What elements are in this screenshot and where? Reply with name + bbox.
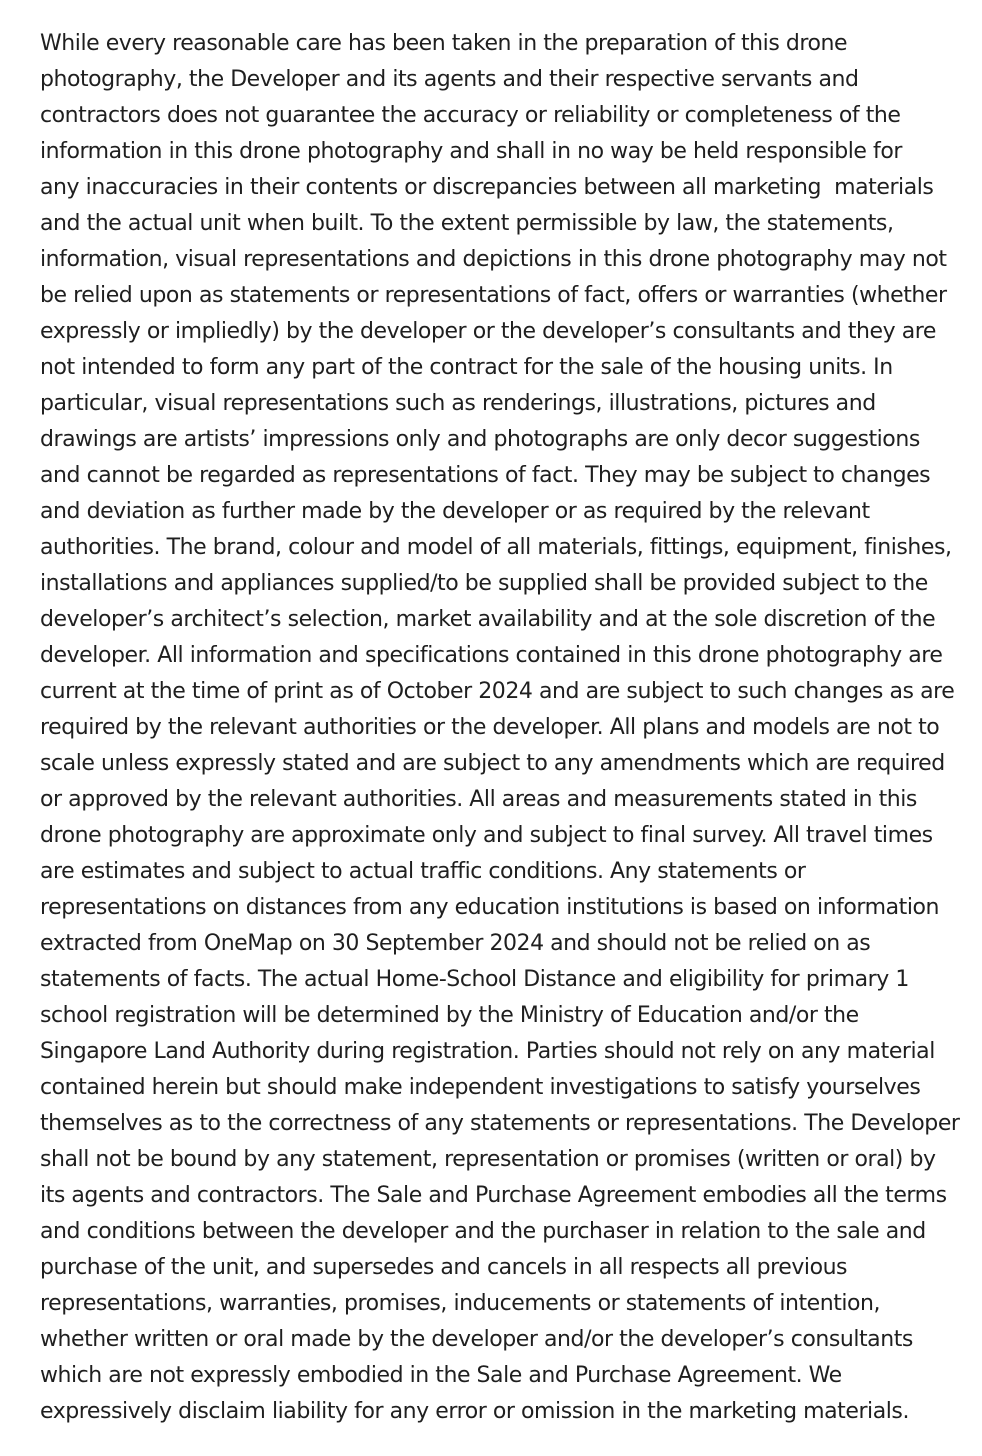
- disclaimer-line: Singapore Land Authority during registration. Parties should not rely on any material: [40, 1039, 935, 1064]
- disclaimer-line: shall not be bound by any statement, representation or promises (written or oral) by: [40, 1147, 936, 1172]
- disclaimer-line: its agents and contractors. The Sale and Purchase Agreement embodies all the terms: [40, 1183, 947, 1208]
- disclaimer-line: and the actual unit when built. To the extent permissible by law, the statements,: [40, 211, 894, 236]
- disclaimer-line: photography, the Developer and its agents and their respective servants and: [40, 67, 859, 92]
- disclaimer-line: current at the time of print as of October 2024 and are subject to such changes as are: [40, 679, 955, 704]
- disclaimer-line: expressively disclaim liability for any error or omission in the marketing materials.: [40, 1399, 909, 1424]
- disclaimer-line: which are not expressly embodied in the Sale and Purchase Agreement. We: [40, 1363, 842, 1388]
- disclaimer-line: school registration will be determined by the Ministry of Education and/or the: [40, 1003, 859, 1028]
- disclaimer-line: representations, warranties, promises, inducements or statements of intention,: [40, 1291, 881, 1316]
- disclaimer-line: themselves as to the correctness of any statements or representations. The Developer: [40, 1111, 960, 1136]
- disclaimer-line: authorities. The brand, colour and model of all materials, fittings, equipment, finishes,: [40, 535, 952, 560]
- disclaimer-line: or approved by the relevant authorities. All areas and measurements stated in this: [40, 787, 917, 812]
- disclaimer-line: required by the relevant authorities or the developer. All plans and models are not to: [40, 715, 940, 740]
- disclaimer-line: scale unless expressly stated and are subject to any amendments which are required: [40, 751, 945, 776]
- disclaimer-line: developer. All information and specifications contained in this drone photography are: [40, 643, 943, 668]
- disclaimer-line: statements of facts. The actual Home-School Distance and eligibility for primary 1: [40, 967, 909, 992]
- disclaimer-line: any inaccuracies in their contents or discrepancies between all marketing materials: [40, 175, 934, 200]
- disclaimer-line: whether written or oral made by the developer and/or the developer’s consultants: [40, 1327, 913, 1352]
- disclaimer-line: expressly or impliedly) by the developer or the developer’s consultants and they are: [40, 319, 936, 344]
- disclaimer-line: While every reasonable care has been taken in the preparation of this drone: [40, 31, 848, 56]
- disclaimer-line: and deviation as further made by the developer or as required by the relevant: [40, 499, 870, 524]
- disclaimer-line: information, visual representations and depictions in this drone photography may not: [40, 247, 947, 272]
- disclaimer-paragraph: [40, 26, 982, 1430]
- disclaimer-line: drone photography are approximate only and subject to final survey. All travel times: [40, 823, 933, 848]
- disclaimer-line: representations on distances from any education institutions is based on information: [40, 895, 940, 920]
- disclaimer-line: installations and appliances supplied/to be supplied shall be provided subject to the: [40, 571, 928, 596]
- disclaimer-line: particular, visual representations such as renderings, illustrations, pictures and: [40, 391, 876, 416]
- disclaimer-line: not intended to form any part of the contract for the sale of the housing units. In: [40, 355, 893, 380]
- disclaimer-line: contained herein but should make independent investigations to satisfy yourselves: [40, 1075, 921, 1100]
- disclaimer-line: purchase of the unit, and supersedes and cancels in all respects all previous: [40, 1255, 848, 1280]
- disclaimer-line: extracted from OneMap on 30 September 2024 and should not be relied on as: [40, 931, 871, 956]
- disclaimer-line: drawings are artists’ impressions only and photographs are only decor suggestions: [40, 427, 920, 452]
- disclaimer-line: developer’s architect’s selection, market availability and at the sole discretion of the: [40, 607, 936, 632]
- disclaimer-line: information in this drone photography and shall in no way be held responsible for: [40, 139, 902, 164]
- disclaimer-line: contractors does not guarantee the accuracy or reliability or completeness of the: [40, 103, 901, 128]
- disclaimer-line: and cannot be regarded as representations of fact. They may be subject to changes: [40, 463, 931, 488]
- disclaimer-line: and conditions between the developer and the purchaser in relation to the sale and: [40, 1219, 926, 1244]
- disclaimer-line: are estimates and subject to actual traffic conditions. Any statements or: [40, 859, 806, 884]
- disclaimer-line: be relied upon as statements or representations of fact, offers or warranties (whether: [40, 283, 947, 308]
